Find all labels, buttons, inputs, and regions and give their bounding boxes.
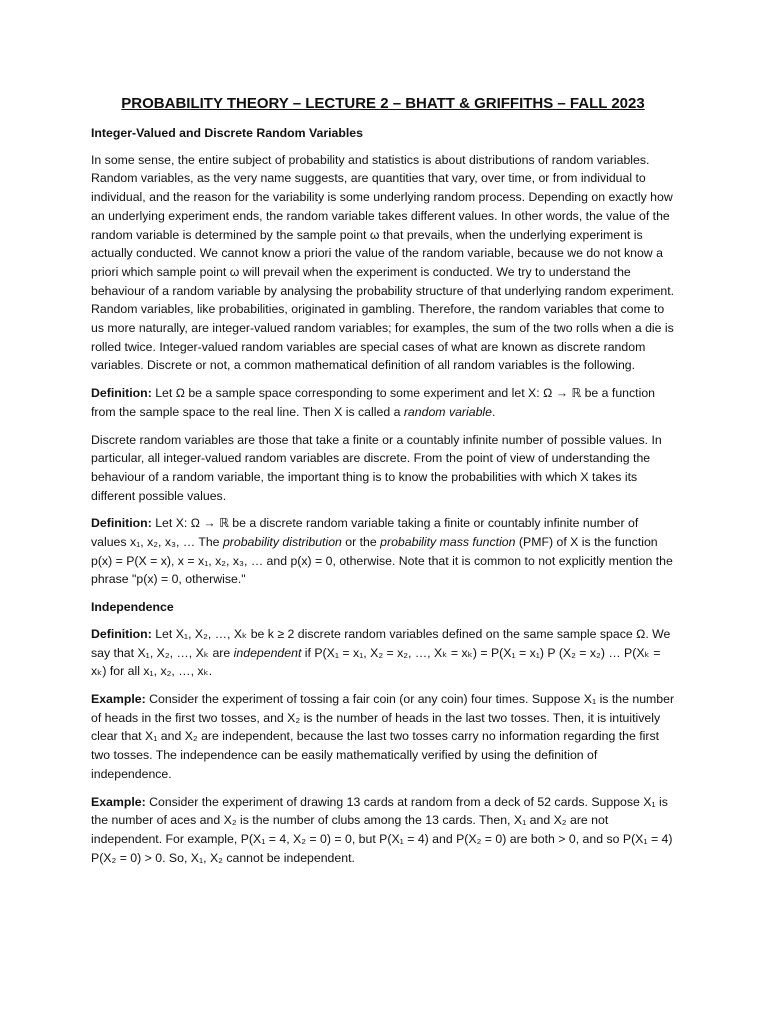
definition-text-end: if P(X₁ = x₁, X₂ = x₂, …, Xₖ = xₖ) = P(X₁ = x₁) P (X₂ = x₂) … P(Xₖ = xₖ) for all x₁, x₂, …, xₖ. xyxy=(91,645,661,679)
example-text: Consider the experiment of tossing a fair coin (or any coin) four times. Suppose X₁ is the number of heads in the first two tosses, and X₂ is the number of heads in the last two tosses. Then, it is intuitively clear that X₁ and X₂ are independent, because the last two tosses carry no information regarding the first two tosses. The independence can be easily mathematically verified by using the definition of independence. xyxy=(91,691,675,781)
definition-term: independent xyxy=(233,645,302,660)
example-label: Example: xyxy=(91,794,146,809)
definition-text: Let X: Ω → ℝ be a discrete random variable taking a finite or countably infinite number of values x₁, x₂, x₃, … The xyxy=(91,516,639,550)
example-text: Consider the experiment of drawing 13 cards at random from a deck of 52 cards. Suppose X₁ is the number of aces and X₂ is the number of clubs among the 13 cards. Then, X₁ and X₂ are not independent. For example, P(X₁ = 4, X₂ = 0) = 0, but P(X₁ = 4) and P(X₂ = 0) are both > 0, and so P(X₁ = 4) P(X₂ = 0) > 0. So, X₁, X₂ cannot be independent. xyxy=(91,794,673,865)
example-label: Example: xyxy=(91,691,146,706)
definition-term: probability mass function xyxy=(380,535,516,550)
section-heading-discrete: Integer-Valued and Discrete Random Variables xyxy=(91,126,363,140)
definition-random-variable xyxy=(91,384,675,421)
example-coin-tossing xyxy=(91,690,675,784)
definition-pmf xyxy=(91,514,675,589)
document-page xyxy=(91,94,675,876)
definition-term: random variable xyxy=(403,404,493,419)
definition-text: Let Ω be a sample space corresponding to some experiment and let X: Ω → ℝ be a function from the sample space to the real line. Then X is called a xyxy=(91,386,655,419)
definition-independence xyxy=(91,625,675,681)
section-heading-independence: Independence xyxy=(91,600,174,615)
page-title: PROBABILITY THEORY – LECTURE 2 – BHATT & GRIFFITHS – FALL 2023 xyxy=(121,95,645,112)
definition-label: Definition: xyxy=(91,386,152,401)
example-card-drawing xyxy=(91,793,675,868)
definition-label: Definition: xyxy=(91,626,152,641)
intro-paragraph: In some sense, the entire subject of probability and statistics is about distributions of random variables. Random variables, as the very name suggests, are quantities that vary, over time, or from individual to individual, and the reason for the variability is some underlying random process. Depending on exactly how an underlying experiment ends, the random variable takes different values. In other words, the value of the random variable is determined by the sample point ω that prevails, when the underlying experiment is actually conducted. We cannot know a priori the value of the random variable, because we do not know a priori which sample point ω will prevail when the experiment is conducted. We try to understand the behaviour of a random variable by analysing the probability structure of that underlying random experiment. Random variables, like probabilities, originated in gambling. Therefore, the random variables that come to us more naturally, are integer-valued random variables; for examples, the sum of the two rolls when a die is rolled twice. Integer-valued random variables are special cases of what are known as discrete random variables. Discrete or not, a common mathematical definition of all random variables is the following. xyxy=(91,152,675,373)
definition-term: probability distribution xyxy=(222,535,342,550)
definition-text-end: (PMF) of X is the function p(x) = P(X = x), x = x₁, x₂, x₃, … and p(x) = 0, otherwise. Note that it is common to not explicitly mention the phrase "p(x) = 0, otherwise." xyxy=(91,535,673,587)
definition-text: or the xyxy=(341,535,381,550)
definition-text-end: . xyxy=(492,404,496,419)
definition-text: Let X₁, X₂, …, Xₖ be k ≥ 2 discrete random variables defined on the same sample space Ω. We say that X₁, X₂, …, Xₖ are xyxy=(91,626,671,660)
definition-label: Definition: xyxy=(91,516,152,531)
discrete-paragraph: Discrete random variables are those that take a finite or a countably infinite number of possible values. In particular, all integer-valued random variables are discrete. From the point of view of understanding the behaviour of a random variable, the important thing is to know the probabilities with which X takes its different possible values. xyxy=(91,432,662,503)
